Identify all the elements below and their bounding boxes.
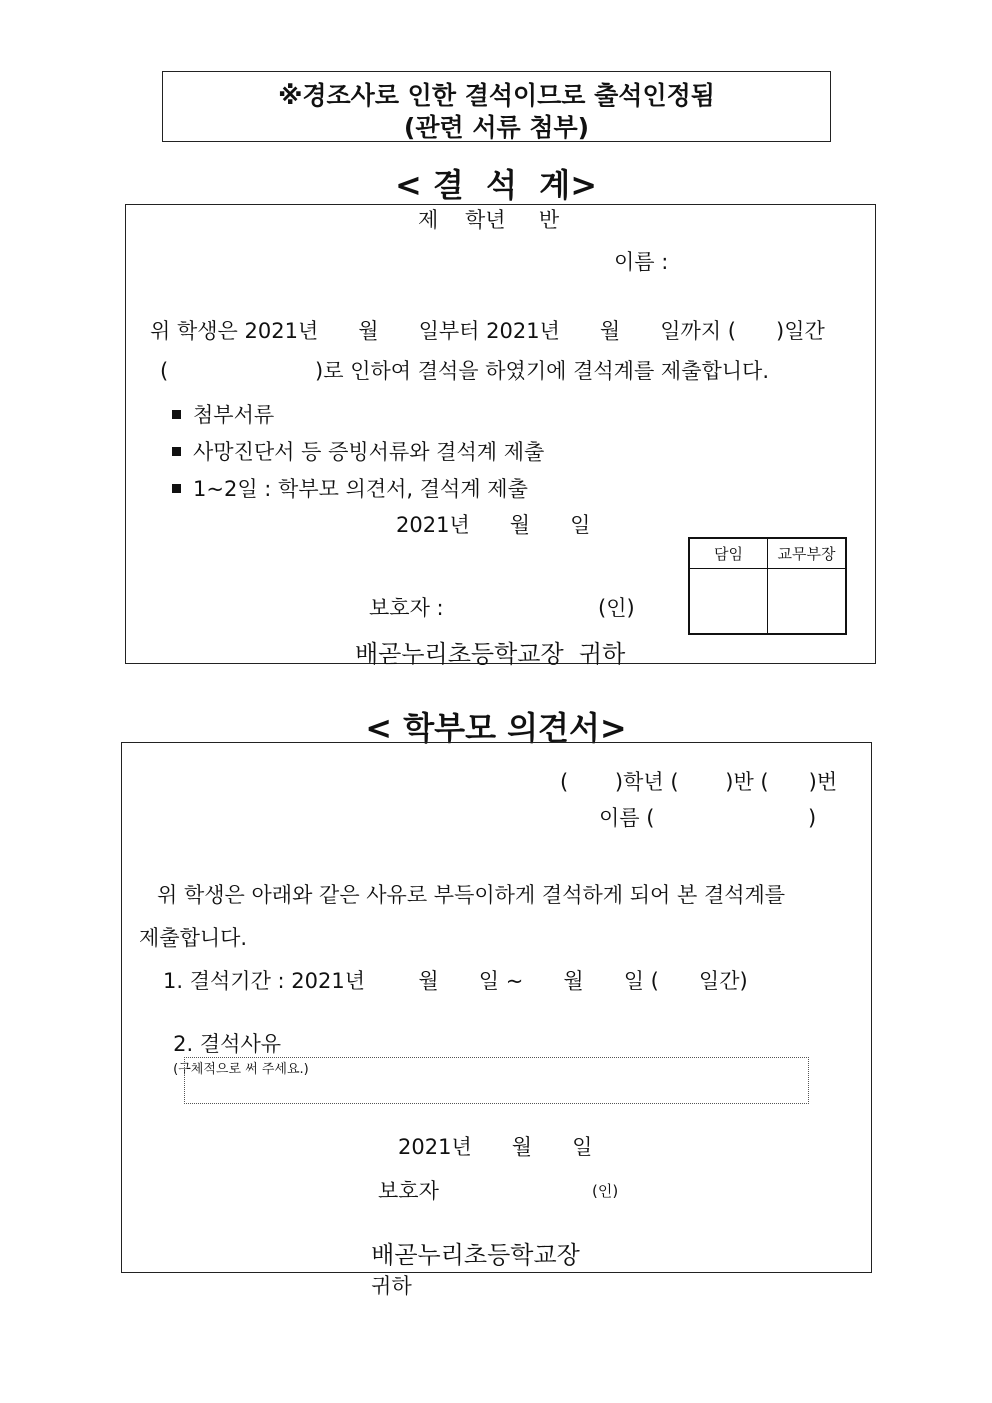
parent-opinion-date: 2021년 월 일 (398, 1135, 593, 1159)
statement-line-1: 위 학생은 아래와 같은 사유로 부득이하게 결석하게 되어 본 결석계를 (157, 883, 786, 907)
notice-box (162, 71, 831, 142)
square-bullet-icon (172, 410, 181, 419)
absence-reason-input[interactable] (184, 1057, 809, 1104)
recipient-suffix: 귀하 (371, 1274, 412, 1298)
student-name-label: 이름 : (614, 250, 669, 274)
bullet-text: 첨부서류 (193, 403, 275, 427)
absence-form-title: < 결 석 계> (394, 166, 598, 204)
absence-reason-line: ( )로 인하여 결석을 하였기에 결석계를 제출합니다. (160, 359, 770, 383)
recipient-school: 배곧누리초등학교장 (371, 1241, 580, 1269)
absence-reason-label: 2. 결석사유 (173, 1032, 282, 1056)
parent-guardian-label: 보호자 (378, 1179, 439, 1203)
guardian-label: 보호자 : (369, 596, 444, 620)
approval-sign-academic-affairs (768, 569, 845, 633)
bullet-item (172, 436, 544, 466)
bullet-item (172, 473, 528, 503)
grade-class-line: 제 학년 반 (418, 208, 560, 232)
statement-line-2: 제출합니다. (139, 926, 248, 950)
absence-form-date: 2021년 월 일 (396, 513, 591, 537)
parent-name-field: 이름 ( ) (599, 806, 817, 830)
square-bullet-icon (172, 484, 181, 493)
parent-guardian-seal: (인) (592, 1182, 619, 1200)
approval-header-homeroom: 담임 (690, 539, 768, 569)
absence-form-recipient: 배곧누리초등학교장 귀하 (355, 640, 626, 668)
absence-period-line: 위 학생은 2021년 월 일부터 2021년 월 일까지 ( )일간 (150, 319, 825, 343)
bullet-text: 사망진단서 등 증빙서류와 결석계 제출 (193, 440, 545, 464)
approval-table (688, 537, 847, 635)
approval-header-academic-affairs: 교무부장 (768, 539, 845, 569)
bullet-text: 1~2일 : 학부모 의견서, 결석계 제출 (193, 477, 528, 501)
guardian-seal: (인) (598, 596, 635, 620)
approval-sign-homeroom (690, 569, 768, 633)
absence-period-item: 1. 결석기간 : 2021년 월 일 ~ 월 일 ( 일간) (163, 969, 748, 993)
notice-line-1: ※경조사로 인한 결석이므로 출석인정됨 (278, 81, 715, 110)
bullet-item (172, 399, 274, 429)
parent-opinion-title: < 학부모 의견서> (365, 709, 627, 747)
absence-reason-note: (구체적으로 써 주세요.) (173, 1062, 309, 1077)
square-bullet-icon (172, 447, 181, 456)
class-info-line: ( )학년 ( )반 ( )번 (560, 770, 838, 794)
notice-line-2: (관련 서류 첨부) (403, 113, 590, 142)
parent-opinion-recipient (361, 1216, 580, 1300)
